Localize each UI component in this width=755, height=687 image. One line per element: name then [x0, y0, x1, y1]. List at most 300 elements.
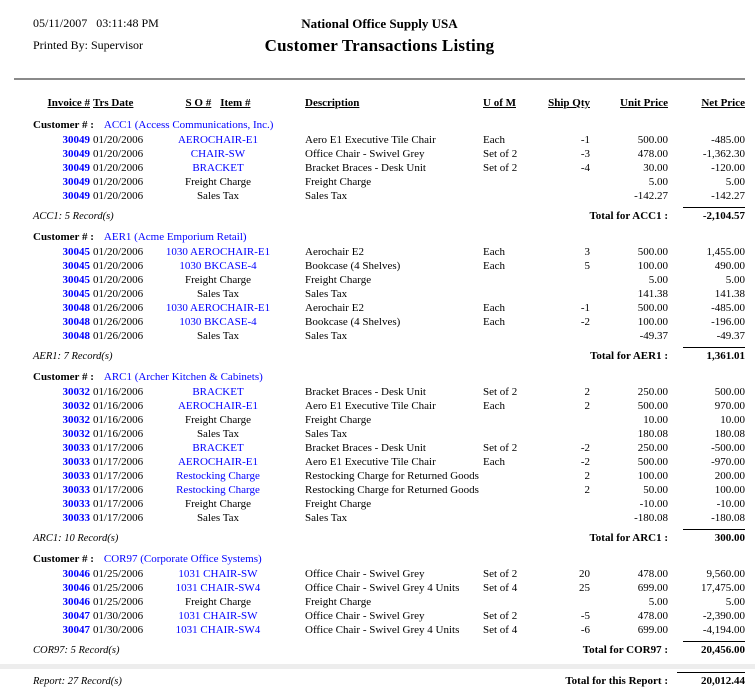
- customer-group: [14, 552, 745, 656]
- net-price: 970.00: [714, 400, 745, 412]
- column-uom-label: U of M: [483, 97, 516, 109]
- customer-header-line: [14, 552, 745, 567]
- trs-date: 01/26/2006: [93, 330, 144, 342]
- customer-groups: [14, 118, 745, 656]
- net-price: -970.00: [711, 456, 745, 468]
- charge-item-label: Freight Charge: [184, 498, 252, 510]
- invoice-link[interactable]: 30045: [62, 246, 90, 258]
- item-description: Aerochair E2: [305, 246, 364, 258]
- ship-qty: 2: [584, 386, 590, 398]
- transaction-row: [14, 147, 745, 161]
- invoice-link[interactable]: 30048: [62, 330, 90, 342]
- unit-of-measure: [464, 427, 538, 441]
- trs-date: 01/26/2006: [93, 302, 144, 314]
- trs-date: 01/30/2006: [93, 610, 144, 622]
- report-footer: [14, 672, 745, 687]
- bottom-edge: [0, 664, 755, 669]
- ship-qty: -5: [580, 610, 590, 622]
- net-price: 1,455.00: [706, 246, 745, 258]
- unit-of-measure: [464, 497, 538, 511]
- unit-of-measure: [464, 329, 538, 343]
- unit-of-measure: Each: [483, 456, 505, 468]
- group-total-label: Total for ARC1 :: [589, 532, 668, 544]
- net-price: 9,560.00: [706, 568, 745, 580]
- item-link[interactable]: AEROCHAIR-E1: [177, 400, 259, 412]
- net-price: 500.00: [714, 386, 745, 398]
- ship-qty: 25: [579, 582, 590, 594]
- trs-date: 01/20/2006: [93, 148, 144, 160]
- customer-number-label: Customer # :: [33, 371, 94, 383]
- group-total-value: 20,456.00: [683, 641, 745, 656]
- column-description: [286, 96, 464, 112]
- net-price: -142.27: [711, 190, 745, 202]
- unit-price: 699.00: [637, 624, 668, 636]
- ship-qty: -2: [580, 316, 590, 328]
- transaction-row: [14, 497, 745, 511]
- net-price: -10.00: [716, 498, 745, 510]
- unit-of-measure: [464, 595, 538, 609]
- trs-date: 01/20/2006: [93, 288, 144, 300]
- invoice-link[interactable]: 30045: [62, 288, 90, 300]
- unit-of-measure: [464, 469, 538, 483]
- invoice-link[interactable]: 30045: [62, 260, 90, 272]
- item-description: Aerochair E2: [305, 302, 364, 314]
- invoice-link[interactable]: 30033: [62, 512, 90, 524]
- item-link[interactable]: Restocking Charge: [176, 470, 260, 482]
- column-item-label: Item #: [220, 97, 251, 109]
- ship-qty: [538, 427, 590, 441]
- customer-link[interactable]: ACC1 (Access Communications, Inc.): [103, 119, 274, 131]
- unit-price: 478.00: [637, 568, 668, 580]
- net-price: -120.00: [711, 162, 745, 174]
- so-item-header-pair: [186, 96, 251, 110]
- item-description: Sales Tax: [305, 288, 348, 300]
- charge-item-label: Freight Charge: [184, 274, 252, 286]
- unit-of-measure: Set of 2: [483, 442, 518, 454]
- net-price: -485.00: [711, 302, 745, 314]
- transaction-row: [14, 385, 745, 399]
- net-price: -180.08: [711, 512, 745, 524]
- trs-date: 01/17/2006: [93, 470, 144, 482]
- customer-number-label: Customer # :: [33, 553, 94, 565]
- item-description: Bookcase (4 Shelves): [305, 260, 401, 272]
- unit-price: 50.00: [643, 484, 668, 496]
- trs-date: 01/17/2006: [93, 498, 144, 510]
- item-link[interactable]: 1031 CHAIR-SW4: [175, 624, 261, 636]
- unit-of-measure: Set of 4: [483, 624, 518, 636]
- ship-qty: [538, 329, 590, 343]
- transaction-row: [14, 189, 745, 203]
- transaction-row: [14, 567, 745, 581]
- group-footer: [14, 529, 745, 544]
- invoice-link[interactable]: 30049: [62, 134, 90, 146]
- trs-date: 01/17/2006: [93, 442, 144, 454]
- net-price: 180.08: [714, 428, 745, 440]
- ship-qty: 5: [584, 260, 590, 272]
- ship-qty: -6: [580, 624, 590, 636]
- unit-price: 141.38: [637, 288, 668, 300]
- ship-qty: [538, 413, 590, 427]
- item-description: Bookcase (4 Shelves): [305, 316, 401, 328]
- invoice-link[interactable]: 30033: [62, 456, 90, 468]
- transaction-row: [14, 301, 745, 315]
- unit-price: -180.08: [634, 512, 668, 524]
- column-so-item: [150, 96, 286, 112]
- printed-by: Printed By: Supervisor: [33, 38, 143, 52]
- net-price: 10.00: [720, 414, 745, 426]
- group-record-count: ACC1: 5 Record(s): [33, 211, 114, 222]
- item-description: Freight Charge: [305, 498, 372, 510]
- transaction-row: [14, 133, 745, 147]
- ship-qty: -3: [580, 148, 590, 160]
- unit-price: -49.37: [639, 330, 668, 342]
- transaction-row: [14, 511, 745, 525]
- unit-of-measure: Each: [483, 246, 505, 258]
- item-link[interactable]: 1030 BKCASE-4: [179, 260, 257, 272]
- group-total-amount: [668, 347, 745, 362]
- unit-price: 478.00: [637, 610, 668, 622]
- unit-of-measure: [464, 483, 538, 497]
- invoice-link[interactable]: 30049: [62, 162, 90, 174]
- invoice-link[interactable]: 30032: [62, 386, 90, 398]
- column-net-price-label: Net Price: [701, 97, 745, 109]
- trs-date: 01/16/2006: [93, 428, 144, 440]
- item-link[interactable]: 1030 BKCASE-4: [179, 316, 257, 328]
- ship-qty: 2: [584, 470, 590, 482]
- invoice-link[interactable]: 30032: [62, 414, 90, 426]
- company-name: National Office Supply USA: [301, 16, 458, 31]
- customer-link[interactable]: AER1 (Acme Emporium Retail): [103, 231, 247, 243]
- unit-of-measure: Set of 2: [483, 148, 518, 160]
- column-trs-date-label: Trs Date: [93, 97, 134, 109]
- net-price: -196.00: [711, 316, 745, 328]
- column-uom: [464, 96, 538, 112]
- unit-of-measure: Each: [483, 400, 505, 412]
- item-link[interactable]: AEROCHAIR-E1: [177, 134, 259, 146]
- item-description: Sales Tax: [305, 190, 348, 202]
- ship-qty: -1: [580, 302, 590, 314]
- trs-date: 01/17/2006: [93, 512, 144, 524]
- unit-price: -10.00: [639, 498, 668, 510]
- transaction-row: [14, 469, 745, 483]
- unit-of-measure: [464, 413, 538, 427]
- charge-item-label: Freight Charge: [184, 596, 252, 608]
- column-so-label: S O #: [185, 97, 212, 109]
- unit-price: 10.00: [643, 414, 668, 426]
- unit-of-measure: [464, 287, 538, 301]
- transaction-row: [14, 413, 745, 427]
- group-record-count: AER1: 7 Record(s): [33, 351, 113, 362]
- item-description: Freight Charge: [305, 176, 372, 188]
- net-price: 100.00: [714, 484, 745, 496]
- group-footer: [14, 207, 745, 222]
- unit-price: 500.00: [637, 302, 668, 314]
- invoice-link[interactable]: 30049: [62, 148, 90, 160]
- invoice-link[interactable]: 30033: [62, 484, 90, 496]
- group-total-value: 1,361.01: [683, 347, 745, 362]
- unit-price: 100.00: [637, 316, 668, 328]
- unit-price: 478.00: [637, 148, 668, 160]
- item-link[interactable]: CHAIR-SW: [190, 148, 246, 160]
- net-price: 5.00: [725, 176, 745, 188]
- report-record-count: Report: 27 Record(s): [33, 676, 122, 687]
- group-total-value: -2,104.57: [683, 207, 745, 222]
- trs-date: 01/16/2006: [93, 386, 144, 398]
- trs-date: 01/16/2006: [93, 400, 144, 412]
- invoice-link[interactable]: 30046: [62, 596, 90, 608]
- group-total-amount: [668, 207, 745, 222]
- group-record-count: ARC1: 10 Record(s): [33, 533, 119, 544]
- unit-price: 699.00: [637, 582, 668, 594]
- item-description: Freight Charge: [305, 274, 372, 286]
- customer-group: [14, 118, 745, 222]
- item-link[interactable]: AEROCHAIR-E1: [177, 456, 259, 468]
- customer-link[interactable]: ARC1 (Archer Kitchen & Cabinets): [103, 371, 263, 383]
- unit-of-measure: [464, 273, 538, 287]
- unit-of-measure: [464, 511, 538, 525]
- item-description: Office Chair - Swivel Grey: [305, 148, 425, 160]
- unit-of-measure: [464, 175, 538, 189]
- item-description: Office Chair - Swivel Grey 4 Units: [305, 624, 460, 636]
- trs-date: 01/20/2006: [93, 176, 144, 188]
- transaction-row: [14, 595, 745, 609]
- net-price: 17,475.00: [701, 582, 745, 594]
- unit-price: 500.00: [637, 134, 668, 146]
- ship-qty: -1: [580, 134, 590, 146]
- trs-date: 01/20/2006: [93, 162, 144, 174]
- transaction-row: [14, 399, 745, 413]
- net-price: -485.00: [711, 134, 745, 146]
- ship-qty: [538, 595, 590, 609]
- header-center: [14, 16, 745, 56]
- unit-price: 500.00: [637, 400, 668, 412]
- item-description: Bracket Braces - Desk Unit: [305, 386, 426, 398]
- charge-item-label: Freight Charge: [184, 414, 252, 426]
- report-header: [14, 0, 745, 68]
- transaction-row: [14, 161, 745, 175]
- trs-date: 01/26/2006: [93, 316, 144, 328]
- net-price: 200.00: [714, 470, 745, 482]
- item-description: Office Chair - Swivel Grey: [305, 610, 425, 622]
- ship-qty: [538, 273, 590, 287]
- unit-of-measure: Set of 2: [483, 610, 518, 622]
- ship-qty: -4: [580, 162, 590, 174]
- item-description: Freight Charge: [305, 414, 372, 426]
- item-description: Bracket Braces - Desk Unit: [305, 442, 426, 454]
- item-description: Freight Charge: [305, 596, 372, 608]
- transaction-row: [14, 483, 745, 497]
- trs-date: 01/20/2006: [93, 260, 144, 272]
- group-total-amount: [668, 641, 745, 656]
- invoice-link[interactable]: 30045: [62, 274, 90, 286]
- invoice-link[interactable]: 30046: [62, 582, 90, 594]
- charge-item-label: Sales Tax: [196, 428, 240, 440]
- item-link[interactable]: 1031 CHAIR-SW: [178, 568, 258, 580]
- unit-of-measure: [464, 189, 538, 203]
- charge-item-label: Sales Tax: [196, 288, 240, 300]
- customer-header-line: [14, 118, 745, 133]
- item-description: Sales Tax: [305, 330, 348, 342]
- unit-price: 180.08: [637, 428, 668, 440]
- customer-header-line: [14, 370, 745, 385]
- group-record-count: COR97: 5 Record(s): [33, 645, 120, 656]
- column-ship-qty-label: Ship Qty: [548, 97, 590, 109]
- unit-of-measure: Set of 2: [483, 162, 518, 174]
- group-total-label: Total for COR97 :: [582, 644, 668, 656]
- ship-qty: 20: [579, 568, 590, 580]
- net-price: -4,194.00: [702, 624, 745, 636]
- invoice-link[interactable]: 30049: [62, 176, 90, 188]
- unit-price: 5.00: [648, 274, 668, 286]
- ship-qty: [538, 287, 590, 301]
- invoice-link[interactable]: 30033: [62, 442, 90, 454]
- unit-price: 250.00: [637, 386, 668, 398]
- charge-item-label: Freight Charge: [184, 176, 252, 188]
- net-price: -49.37: [716, 330, 745, 342]
- ship-qty: [538, 511, 590, 525]
- trs-date: 01/25/2006: [93, 596, 144, 608]
- trs-date: 01/16/2006: [93, 414, 144, 426]
- unit-price: 250.00: [637, 442, 668, 454]
- group-total-value: 300.00: [683, 529, 745, 544]
- report-title: Customer Transactions Listing: [264, 36, 495, 55]
- header-rule: [14, 78, 745, 80]
- unit-of-measure: Set of 4: [483, 582, 518, 594]
- column-invoice-label: Invoice #: [47, 97, 90, 109]
- column-description-label: Description: [305, 97, 360, 109]
- invoice-link[interactable]: 30033: [62, 470, 90, 482]
- unit-price: 500.00: [637, 246, 668, 258]
- invoice-link[interactable]: 30048: [62, 316, 90, 328]
- transaction-row: [14, 175, 745, 189]
- group-total-label: Total for ACC1 :: [589, 210, 668, 222]
- column-ship-qty: [538, 96, 590, 112]
- invoice-link[interactable]: 30048: [62, 302, 90, 314]
- group-footer: [14, 347, 745, 362]
- unit-of-measure: Each: [483, 134, 505, 146]
- customer-link[interactable]: COR97 (Corporate Office Systems): [103, 553, 262, 565]
- transaction-row: [14, 455, 745, 469]
- charge-item-label: Sales Tax: [196, 330, 240, 342]
- item-link[interactable]: 1031 CHAIR-SW: [178, 610, 258, 622]
- transaction-row: [14, 273, 745, 287]
- charge-item-label: Sales Tax: [196, 512, 240, 524]
- item-link[interactable]: BRACKET: [192, 386, 244, 398]
- item-link[interactable]: BRACKET: [192, 162, 244, 174]
- customer-number-label: Customer # :: [33, 231, 94, 243]
- unit-of-measure: Each: [483, 316, 505, 328]
- ship-qty: -2: [580, 456, 590, 468]
- transaction-row: [14, 329, 745, 343]
- column-net-price: [668, 96, 745, 112]
- item-description: Aero E1 Executive Tile Chair: [305, 134, 436, 146]
- item-link[interactable]: 1030 AEROCHAIR-E1: [165, 302, 271, 314]
- transaction-row: [14, 609, 745, 623]
- item-description: Sales Tax: [305, 428, 348, 440]
- unit-of-measure: Each: [483, 260, 505, 272]
- trs-date: 01/20/2006: [93, 190, 144, 202]
- transaction-row: [14, 427, 745, 441]
- item-link[interactable]: Restocking Charge: [176, 484, 260, 496]
- column-trs-date: [90, 96, 150, 112]
- invoice-link[interactable]: 30032: [62, 428, 90, 440]
- item-description: Restocking Charge for Returned Goods: [305, 470, 479, 482]
- net-price: -1,362.30: [702, 148, 745, 160]
- transaction-row: [14, 259, 745, 273]
- trs-date: 01/25/2006: [93, 568, 144, 580]
- report-total-amount: [668, 672, 745, 687]
- transaction-row: [14, 581, 745, 595]
- invoice-link[interactable]: 30047: [62, 624, 90, 636]
- customer-group: [14, 230, 745, 362]
- transaction-row: [14, 315, 745, 329]
- ship-qty: 2: [584, 484, 590, 496]
- net-price: 5.00: [725, 596, 745, 608]
- group-total-label: Total for AER1 :: [590, 350, 668, 362]
- invoice-link[interactable]: 30046: [62, 568, 90, 580]
- trs-date: 01/30/2006: [93, 624, 144, 636]
- item-description: Aero E1 Executive Tile Chair: [305, 456, 436, 468]
- item-description: Sales Tax: [305, 512, 348, 524]
- net-price: 5.00: [725, 274, 745, 286]
- transaction-row: [14, 441, 745, 455]
- net-price: -2,390.00: [702, 610, 745, 622]
- ship-qty: 2: [584, 400, 590, 412]
- unit-price: 5.00: [648, 596, 668, 608]
- unit-price: 100.00: [637, 260, 668, 272]
- ship-qty: [538, 175, 590, 189]
- invoice-link[interactable]: 30032: [62, 400, 90, 412]
- trs-date: 01/20/2006: [93, 134, 144, 146]
- unit-price: 5.00: [648, 176, 668, 188]
- transaction-row: [14, 287, 745, 301]
- unit-price: 30.00: [643, 162, 668, 174]
- group-total-amount: [668, 529, 745, 544]
- invoice-link[interactable]: 30033: [62, 498, 90, 510]
- item-description: Office Chair - Swivel Grey 4 Units: [305, 582, 460, 594]
- item-link[interactable]: BRACKET: [192, 442, 244, 454]
- print-datetime: 05/11/2007 03:11:48 PM: [33, 16, 159, 30]
- customer-group: [14, 370, 745, 544]
- charge-item-label: Sales Tax: [196, 190, 240, 202]
- net-price: 490.00: [714, 260, 745, 272]
- unit-price: -142.27: [634, 190, 668, 202]
- unit-price: 100.00: [637, 470, 668, 482]
- net-price: 141.38: [714, 288, 745, 300]
- transaction-row: [14, 623, 745, 637]
- item-description: Aero E1 Executive Tile Chair: [305, 400, 436, 412]
- invoice-link[interactable]: 30047: [62, 610, 90, 622]
- trs-date: 01/20/2006: [93, 246, 144, 258]
- report-total-label: Total for this Report :: [565, 675, 668, 687]
- ship-qty: -2: [580, 442, 590, 454]
- customer-number-label: Customer # :: [33, 119, 94, 131]
- transaction-row: [14, 245, 745, 259]
- column-unit-price-label: Unit Price: [620, 97, 668, 109]
- item-link[interactable]: 1030 AEROCHAIR-E1: [165, 246, 271, 258]
- group-footer: [14, 641, 745, 656]
- unit-of-measure: Set of 2: [483, 386, 518, 398]
- invoice-link[interactable]: 30049: [62, 190, 90, 202]
- column-invoice: [14, 96, 90, 112]
- ship-qty: [538, 497, 590, 511]
- item-link[interactable]: 1031 CHAIR-SW4: [175, 582, 261, 594]
- unit-of-measure: Each: [483, 302, 505, 314]
- net-price: -500.00: [711, 442, 745, 454]
- report-total-value: 20,012.44: [677, 672, 745, 687]
- customer-header-line: [14, 230, 745, 245]
- column-unit-price: [590, 96, 668, 112]
